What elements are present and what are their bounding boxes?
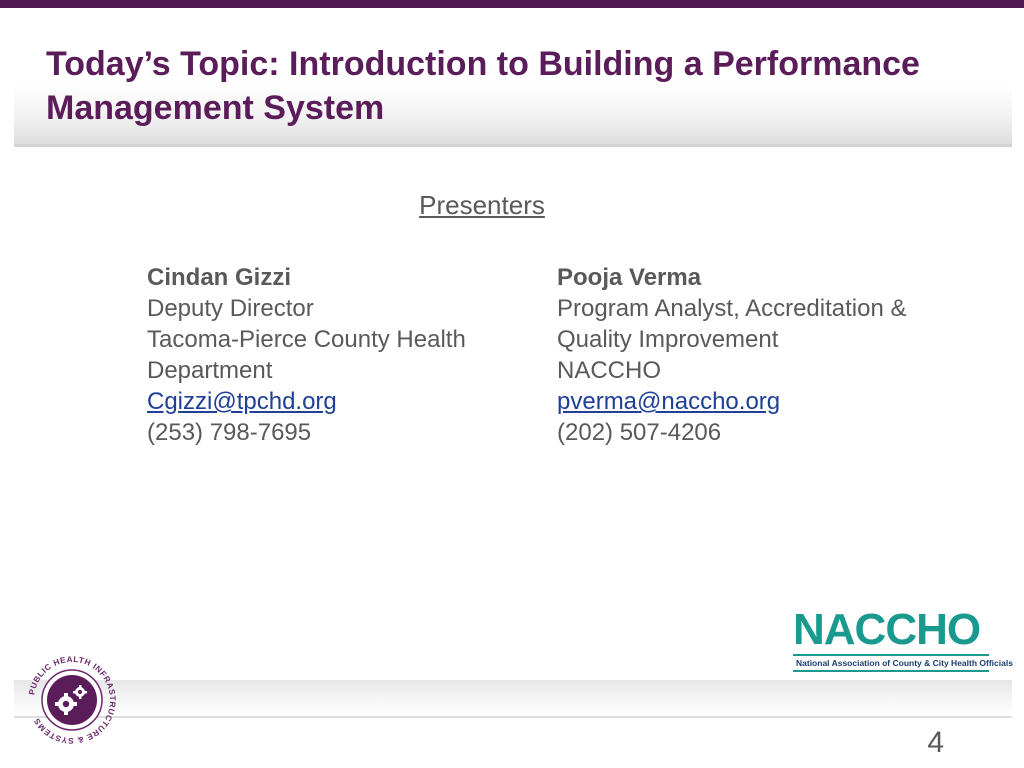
presenter-phone: (202) 507-4206 xyxy=(557,419,722,446)
slide-title: Today’s Topic: Introduction to Building a Performance Management System xyxy=(46,45,920,127)
presenter-role: Deputy Director xyxy=(147,295,314,322)
footer-divider xyxy=(14,716,1012,718)
presenter-organization: Tacoma-Pierce County Health xyxy=(147,326,466,353)
naccho-logo-tagline: National Association of County & City Health Officials xyxy=(793,654,989,672)
presenter-role: Program Analyst, Accreditation & xyxy=(557,295,907,322)
presenter-name: Cindan Gizzi xyxy=(147,264,291,291)
svg-text:PUBLIC HEALTH INFRASTRUCTURE &: PUBLIC HEALTH INFRASTRUCTURE & SYSTEMS xyxy=(27,654,118,746)
presenter-organization-cont: Department xyxy=(147,357,273,384)
footer-band xyxy=(14,680,1012,716)
presenter-phone: (253) 798-7695 xyxy=(147,419,312,446)
public-health-seal-logo xyxy=(24,652,120,748)
presenter-email-link[interactable]: pverma@naccho.org xyxy=(557,388,781,415)
presenter-card-gizzi xyxy=(147,262,537,448)
presenter-organization: NACCHO xyxy=(557,357,662,384)
presenter-email-link[interactable]: Cgizzi@tpchd.org xyxy=(147,388,337,415)
top-accent-bar xyxy=(0,0,1024,8)
presenter-role-cont: Quality Improvement xyxy=(557,326,779,353)
presenters-heading: Presenters xyxy=(419,190,545,220)
naccho-logo-wordmark: NACCHO xyxy=(793,605,981,654)
presenter-card-verma xyxy=(557,262,977,448)
slide-number: 4 xyxy=(927,726,944,759)
title-divider xyxy=(14,144,1012,147)
naccho-logo xyxy=(793,605,1013,668)
presenter-name: Pooja Verma xyxy=(557,264,702,291)
